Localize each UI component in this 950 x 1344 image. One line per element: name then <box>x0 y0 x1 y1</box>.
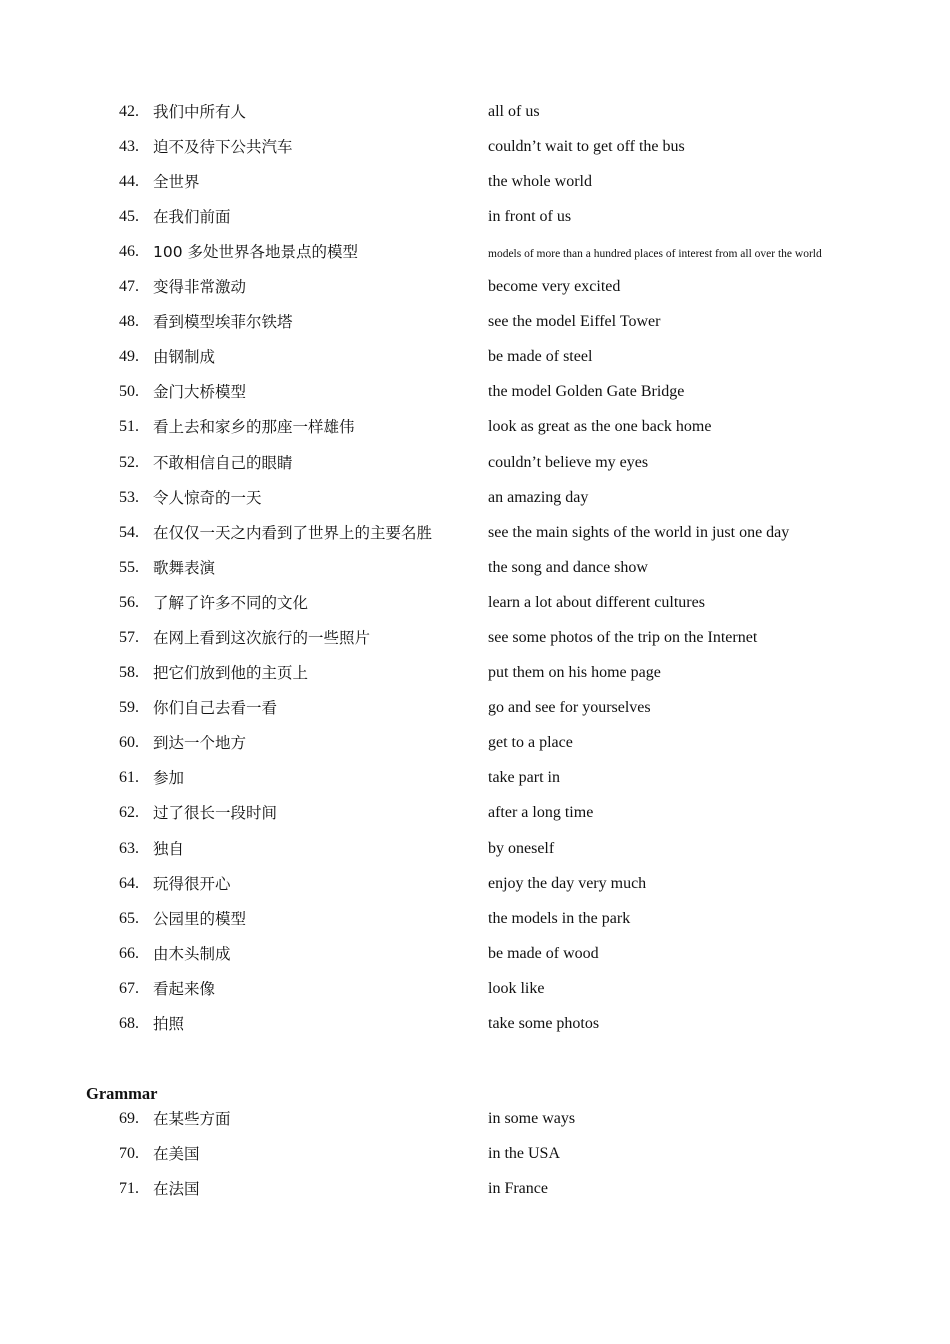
item-number: 53. <box>119 489 139 506</box>
english-phrase: go and see for yourselves <box>488 699 651 716</box>
vocab-row <box>0 137 950 172</box>
item-number: 44. <box>119 173 139 190</box>
english-phrase: the models in the park <box>488 910 631 927</box>
item-number: 59. <box>119 699 139 716</box>
chinese-phrase: 了解了许多不同的文化 <box>153 594 309 612</box>
english-phrase: learn a lot about different cultures <box>488 594 705 611</box>
english-phrase: take part in <box>488 769 560 786</box>
english-phrase: couldn’t believe my eyes <box>488 454 649 471</box>
chinese-phrase: 在美国 <box>153 1145 200 1163</box>
english-phrase: the model Golden Gate Bridge <box>488 383 685 400</box>
chinese-phrase: 我们中所有人 <box>153 103 247 121</box>
chinese-phrase: 到达一个地方 <box>153 734 247 752</box>
item-number: 70. <box>119 1145 139 1162</box>
english-phrase: after a long time <box>488 804 594 821</box>
english-phrase: the whole world <box>488 173 592 190</box>
item-number: 60. <box>119 734 139 751</box>
chinese-phrase: 看上去和家乡的那座一样雄伟 <box>153 418 355 436</box>
chinese-phrase: 100 多处世界各地景点的模型 <box>153 243 359 261</box>
vocab-row <box>0 102 950 137</box>
item-number: 49. <box>119 348 139 365</box>
item-number: 61. <box>119 769 139 786</box>
item-number: 45. <box>119 208 139 225</box>
vocab-row <box>0 628 950 663</box>
english-phrase: by oneself <box>488 840 555 857</box>
chinese-phrase: 看起来像 <box>153 980 216 998</box>
vocab-row <box>0 453 950 488</box>
chinese-phrase: 在法国 <box>153 1180 200 1198</box>
chinese-phrase: 在网上看到这次旅行的一些照片 <box>153 629 371 647</box>
item-number: 46. <box>119 243 139 260</box>
vocab-row <box>0 1144 950 1179</box>
vocab-row <box>0 909 950 944</box>
chinese-phrase: 金门大桥模型 <box>153 383 247 401</box>
english-phrase: in front of us <box>488 208 572 225</box>
item-number: 51. <box>119 418 139 435</box>
chinese-phrase: 在我们前面 <box>153 208 231 226</box>
english-phrase: all of us <box>488 103 540 120</box>
vocab-row <box>0 242 950 277</box>
item-number: 62. <box>119 804 139 821</box>
chinese-phrase: 歌舞表演 <box>153 559 216 577</box>
item-number: 71. <box>119 1180 139 1197</box>
chinese-phrase: 变得非常激动 <box>153 278 247 296</box>
english-phrase: see the model Eiffel Tower <box>488 313 661 330</box>
item-number: 56. <box>119 594 139 611</box>
vocab-row <box>0 733 950 768</box>
chinese-phrase: 不敢相信自己的眼睛 <box>153 454 293 472</box>
item-number: 69. <box>119 1110 139 1127</box>
english-phrase: become very excited <box>488 278 621 295</box>
english-phrase: couldn’t wait to get off the bus <box>488 138 685 155</box>
english-phrase: see the main sights of the world in just one day <box>488 524 790 541</box>
chinese-phrase: 看到模型埃菲尔铁塔 <box>153 313 293 331</box>
item-number: 65. <box>119 910 139 927</box>
english-phrase: in France <box>488 1180 548 1197</box>
english-phrase: be made of steel <box>488 348 593 365</box>
vocab-row <box>0 593 950 628</box>
item-number: 52. <box>119 454 139 471</box>
english-phrase: in some ways <box>488 1110 576 1127</box>
chinese-phrase: 在某些方面 <box>153 1110 231 1128</box>
vocab-row <box>0 663 950 698</box>
vocab-row <box>0 1014 950 1049</box>
vocab-row <box>0 382 950 417</box>
vocab-row <box>0 417 950 452</box>
chinese-phrase: 你们自己去看一看 <box>153 699 278 717</box>
english-phrase: put them on his home page <box>488 664 661 681</box>
item-number: 43. <box>119 138 139 155</box>
item-number: 68. <box>119 1015 139 1032</box>
item-number: 64. <box>119 875 139 892</box>
item-number: 47. <box>119 278 139 295</box>
chinese-phrase: 在仅仅一天之内看到了世界上的主要名胜 <box>153 524 433 542</box>
vocab-row <box>0 558 950 593</box>
vocab-row <box>0 523 950 558</box>
item-number: 58. <box>119 664 139 681</box>
chinese-phrase: 玩得很开心 <box>153 875 231 893</box>
chinese-phrase: 由钢制成 <box>153 348 216 366</box>
chinese-phrase: 由木头制成 <box>153 945 231 963</box>
english-phrase: models of more than a hundred places of interest from all over the world <box>488 248 822 260</box>
vocab-row <box>0 172 950 207</box>
item-number: 54. <box>119 524 139 541</box>
chinese-phrase: 参加 <box>153 769 185 787</box>
section-heading-grammar: Grammar <box>86 1084 158 1103</box>
vocab-row <box>0 1179 950 1214</box>
english-phrase: the song and dance show <box>488 559 648 576</box>
vocab-row <box>0 277 950 312</box>
english-phrase: an amazing day <box>488 489 589 506</box>
english-phrase: see some photos of the trip on the Internet <box>488 629 758 646</box>
chinese-phrase: 迫不及待下公共汽车 <box>153 138 293 156</box>
item-number: 48. <box>119 313 139 330</box>
item-number: 67. <box>119 980 139 997</box>
english-phrase: get to a place <box>488 734 573 751</box>
english-phrase: be made of wood <box>488 945 599 962</box>
chinese-phrase: 全世界 <box>153 173 200 191</box>
vocab-row <box>0 874 950 909</box>
item-number: 63. <box>119 840 139 857</box>
item-number: 50. <box>119 383 139 400</box>
english-phrase: take some photos <box>488 1015 600 1032</box>
chinese-phrase: 令人惊奇的一天 <box>153 489 262 507</box>
vocab-row <box>0 488 950 523</box>
item-number: 42. <box>119 103 139 120</box>
vocab-row <box>0 839 950 874</box>
item-number: 55. <box>119 559 139 576</box>
chinese-phrase: 把它们放到他的主页上 <box>153 664 309 682</box>
vocab-row <box>0 1109 950 1144</box>
english-phrase: look like <box>488 980 545 997</box>
vocab-row <box>0 347 950 382</box>
english-phrase: look as great as the one back home <box>488 418 712 435</box>
chinese-phrase: 公园里的模型 <box>153 910 247 928</box>
vocab-row <box>0 944 950 979</box>
item-number: 57. <box>119 629 139 646</box>
vocab-row <box>0 803 950 838</box>
english-phrase: in the USA <box>488 1145 560 1162</box>
vocab-row <box>0 312 950 347</box>
vocab-row <box>0 768 950 803</box>
chinese-phrase: 过了很长一段时间 <box>153 804 278 822</box>
chinese-phrase: 独自 <box>153 840 185 858</box>
chinese-phrase: 拍照 <box>153 1015 185 1033</box>
vocab-row <box>0 698 950 733</box>
english-phrase: enjoy the day very much <box>488 875 647 892</box>
vocab-row <box>0 979 950 1014</box>
item-number: 66. <box>119 945 139 962</box>
vocab-row <box>0 207 950 242</box>
